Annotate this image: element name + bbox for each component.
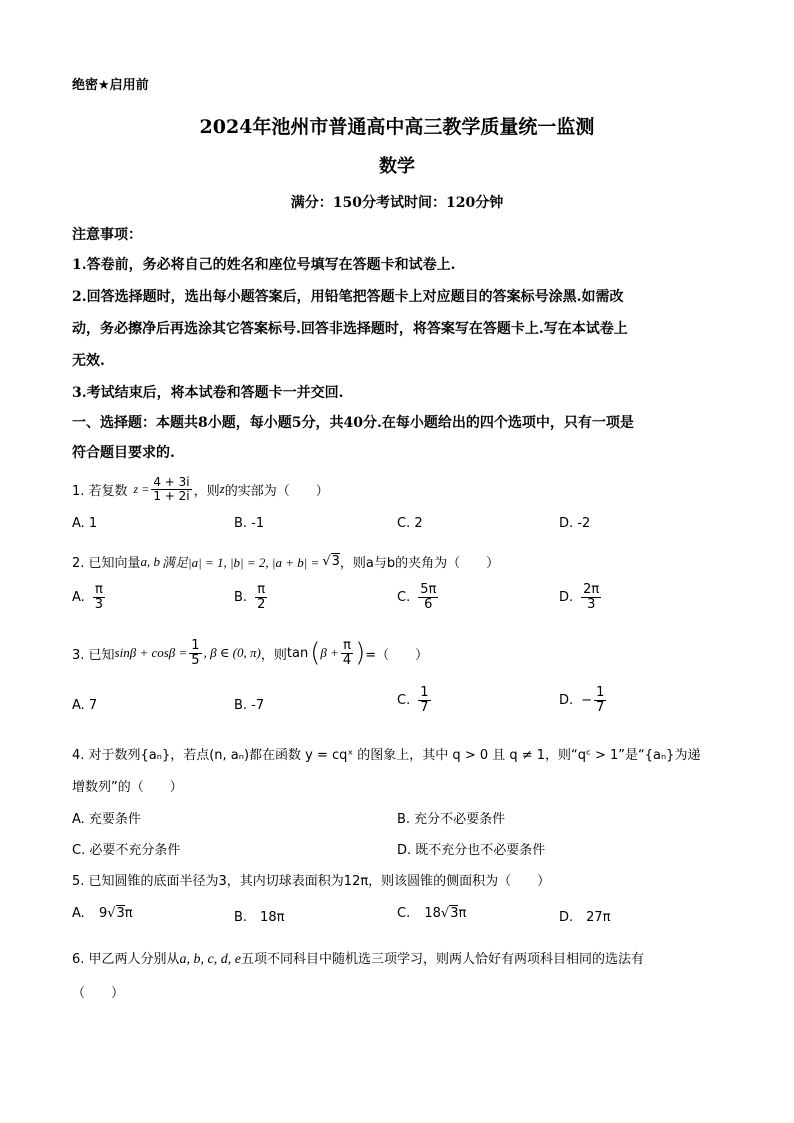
q2-d-num: 2π: [583, 582, 600, 597]
q1-z-label: z =: [133, 481, 150, 496]
question-5: 5. 已知圆锥的底面半径为3，其内切球表面积为12π，则该圆锥的侧面积为（ ）: [72, 874, 551, 889]
q5-a-root: 3: [116, 906, 125, 921]
q3-option-a: A. 7: [72, 698, 98, 713]
q2-a-den: 3: [94, 596, 104, 612]
q5-option-b: B. 18π: [234, 910, 285, 925]
q1-denominator: 1 + 2i: [153, 488, 190, 503]
q1-numerator: 4 + 3i: [153, 475, 190, 489]
q1-suffix: 的实部为（ ）: [224, 483, 329, 499]
q1-option-b: B. -1: [234, 516, 265, 531]
q2-option-c: [397, 583, 440, 611]
q4-option-a: A. 充要条件: [72, 812, 141, 827]
q3-d-num: 1: [596, 685, 605, 700]
q5-option-d: D. 27π: [559, 910, 611, 925]
q2-vectors: a, b: [140, 553, 161, 569]
q1-prefix: 1. 若复数: [72, 483, 128, 499]
q2-c-den: 6: [424, 596, 433, 612]
q3-condition: , β ∈ (0, π): [203, 645, 261, 660]
note-1: 1.答卷前，务必将自己的姓名和座位号填写在答题卡和试卷上.: [72, 257, 456, 273]
q3-d-den: 7: [596, 699, 605, 715]
q2-a-num: π: [95, 582, 103, 597]
q5-option-c: C. 18√3π: [397, 906, 467, 921]
q5-option-a: A. 9√3π: [72, 906, 133, 921]
q5-a-coef: 9: [98, 906, 108, 921]
q3-middle: ，则: [260, 647, 287, 663]
secret-label: 绝密★启用前: [72, 78, 149, 93]
section-1-line-1: 一、选择题：本题共8小题，每小题5分，共40分.在每小题给出的四个选项中，只有一项是: [72, 415, 634, 431]
q5-a-label: A.: [72, 906, 85, 921]
q2-option-d: [559, 583, 603, 611]
q2-d-den: 3: [587, 596, 596, 612]
q1-option-a: A. 1: [72, 516, 98, 531]
q4-line-1: 4. 对于数列{aₙ}，若点(n, aₙ)都在函数 y = cqˣ 的图象上，其中 q > 0 且 q ≠ 1，则“qᶜ > 1”是“{aₙ}为递: [72, 748, 701, 763]
q3-option-c: [397, 686, 433, 714]
q2-c-num: 5π: [420, 582, 437, 597]
q2-suffix: ，则a与b的夹角为（ ）: [339, 556, 500, 571]
q4-option-d: D. 既不充分也不必要条件: [397, 843, 546, 858]
q3-option-d: [559, 686, 608, 714]
q4-line-2: 增数列”的（ ）: [72, 780, 183, 795]
q4-option-b: B. 充分不必要条件: [397, 812, 506, 827]
question-2: 2. 已知向量 a, b 满足|a| = 1, |b| = 2, |a + b| = √3 ，则a与b的夹角为（ ）: [72, 553, 500, 571]
note-2-line-2: 动，务必擦净后再选涂其它答案标号.回答非选择题时，将答案写在答题卡上.写在本试卷上: [72, 321, 628, 337]
q3-d-label: D.: [559, 692, 574, 708]
section-1-line-2: 符合题目要求的.: [72, 445, 175, 461]
q5-c-root: 3: [450, 906, 459, 921]
q3-expression: sinβ + cosβ =: [114, 645, 188, 660]
exam-info: 满分：150分考试时间：120分钟: [290, 195, 504, 211]
question-3: 3. 已知 sinβ + cosβ = $\frac{1}{5}$ , β ∈ (0, π) ，则 tan ( β + $\frac{\pi}{4}$ ) =（ ）: [72, 637, 429, 668]
q2-prefix: 2. 已知向量: [72, 556, 141, 571]
q1-z: z: [219, 481, 225, 497]
q3-tan: tan: [286, 645, 309, 661]
q3-beta: β +: [320, 645, 339, 660]
q1-option-c: C. 2: [397, 516, 423, 531]
q3-c-num: 1: [420, 685, 429, 700]
q1-fraction: [151, 476, 191, 502]
q3-pi-den: 4: [342, 652, 352, 668]
q2-option-a: [72, 583, 107, 611]
notes-heading: 注意事项：: [72, 227, 142, 243]
q6-line-2: （ ）: [72, 986, 125, 1001]
q6-prefix: 6. 甲乙两人分别从: [72, 952, 180, 967]
question-1: [72, 476, 329, 502]
q4-option-c: C. 必要不充分条件: [72, 843, 181, 858]
q3-c-den: 7: [420, 699, 429, 715]
q3-num: 1: [191, 637, 200, 653]
exam-title: 2024年池州市普通高中高三教学质量统一监测: [199, 116, 595, 138]
q2-a-label: A.: [72, 589, 85, 605]
q2-option-b: [234, 583, 269, 611]
note-3: 3.考试结束后，将本试卷和答题卡一并交回.: [72, 385, 344, 401]
q3-prefix: 3. 已知: [72, 647, 115, 663]
q1-middle: ，则: [193, 483, 220, 499]
q3-den: 5: [191, 652, 200, 668]
q3-suffix: =（ ）: [365, 647, 429, 663]
question-6: [72, 948, 644, 968]
q3-option-b: B. -7: [234, 698, 265, 713]
q3-c-label: C.: [397, 692, 411, 708]
note-2-line-3: 无效.: [72, 353, 105, 369]
q2-b-num: π: [257, 582, 266, 597]
q3-d-sign: −: [581, 692, 593, 708]
q2-root: 3: [331, 554, 340, 569]
q3-pi-num: π: [343, 637, 351, 653]
subject-title: 数学: [379, 156, 415, 177]
q2-c-label: C.: [397, 589, 411, 605]
q6-suffix: 五项不同科目中随机选三项学习，则两人恰好有两项科目相同的选法有: [240, 952, 644, 967]
q2-b-den: 2: [257, 596, 266, 612]
q2-b-label: B.: [234, 589, 248, 605]
q1-option-d: D. -2: [559, 516, 591, 531]
q2-condition: 满足|a| = 1, |b| = 2, |a + b| =: [162, 555, 320, 570]
q5-c-coef: 18: [424, 906, 441, 921]
q6-letters: a, b, c, d, e: [179, 952, 241, 967]
note-2-line-1: 2.回答选择题时，选出每小题答案后，用铅笔把答题卡上对应题目的答案标号涂黑.如需改: [72, 289, 624, 305]
q5-a-pi: π: [124, 906, 133, 921]
q2-d-label: D.: [559, 589, 574, 605]
q5-c-pi: π: [458, 906, 467, 921]
q5-c-label: C.: [397, 906, 411, 921]
